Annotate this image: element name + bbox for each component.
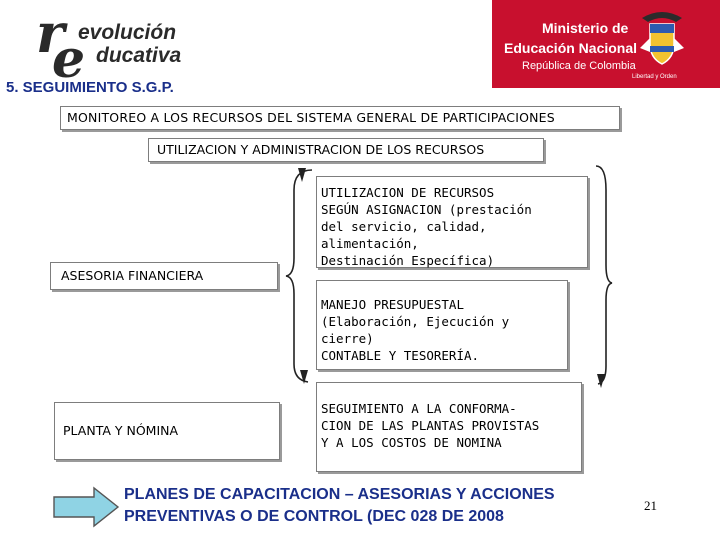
ministry-line-3: República de Colombia: [522, 60, 636, 72]
logo-word-educativa: ducativa: [96, 44, 182, 67]
planta-nomina-box: PLANTA Y NÓMINA: [54, 402, 280, 460]
monitoreo-box: MONITOREO A LOS RECURSOS DEL SISTEMA GENERAL DE PARTICIPACIONES: [60, 106, 620, 130]
logo-word-revolucion: evolución: [78, 21, 177, 44]
utilizacion-box: UTILIZACION Y ADMINISTRACION DE LOS RECURSOS: [148, 138, 544, 162]
logo-initial-e: e: [52, 29, 86, 90]
ministry-line-2: Educación Nacional: [504, 40, 638, 56]
capacitacion-text: PLANES DE CAPACITACION – ASESORIAS Y ACCIONES PREVENTIVAS O DE CONTROL (DEC 028 DE 2008: [124, 486, 555, 525]
asesoria-financiera-box: ASESORIA FINANCIERA: [50, 262, 278, 290]
ministry-banner: [492, 0, 720, 88]
utilizacion-recursos-box: UTILIZACION DE RECURSOS SEGÚN ASIGNACION (prestación del servicio, calidad, alimentación, Destinación Específica): [316, 176, 588, 268]
manejo-presupuestal-box: MANEJO PRESUPUESTAL (Elaboración, Ejecución y cierre) CONTABLE Y TESORERÍA.: [316, 280, 568, 370]
ministry-motto: Libertad y Orden: [632, 74, 677, 80]
arrow-down-right-icon: [597, 374, 605, 388]
logo-initial-r: r: [36, 1, 65, 65]
section-title: 5. SEGUIMIENTO S.G.P.: [6, 79, 174, 96]
left-bracket: [286, 170, 312, 382]
right-arrow-icon: [52, 486, 120, 528]
arrow-down-top-icon: [298, 168, 306, 182]
ministry-line-1: Ministerio de: [542, 20, 629, 36]
page-number: 21: [644, 498, 657, 513]
seguimiento-conformacion-box: SEGUIMIENTO A LA CONFORMA- CION DE LAS PLANTAS PROVISTAS Y A LOS COSTOS DE NOMINA: [316, 382, 582, 472]
right-bracket: [596, 166, 612, 384]
arrow-down-bottom-icon: [300, 370, 308, 384]
coat-of-arms-icon: [636, 8, 688, 70]
